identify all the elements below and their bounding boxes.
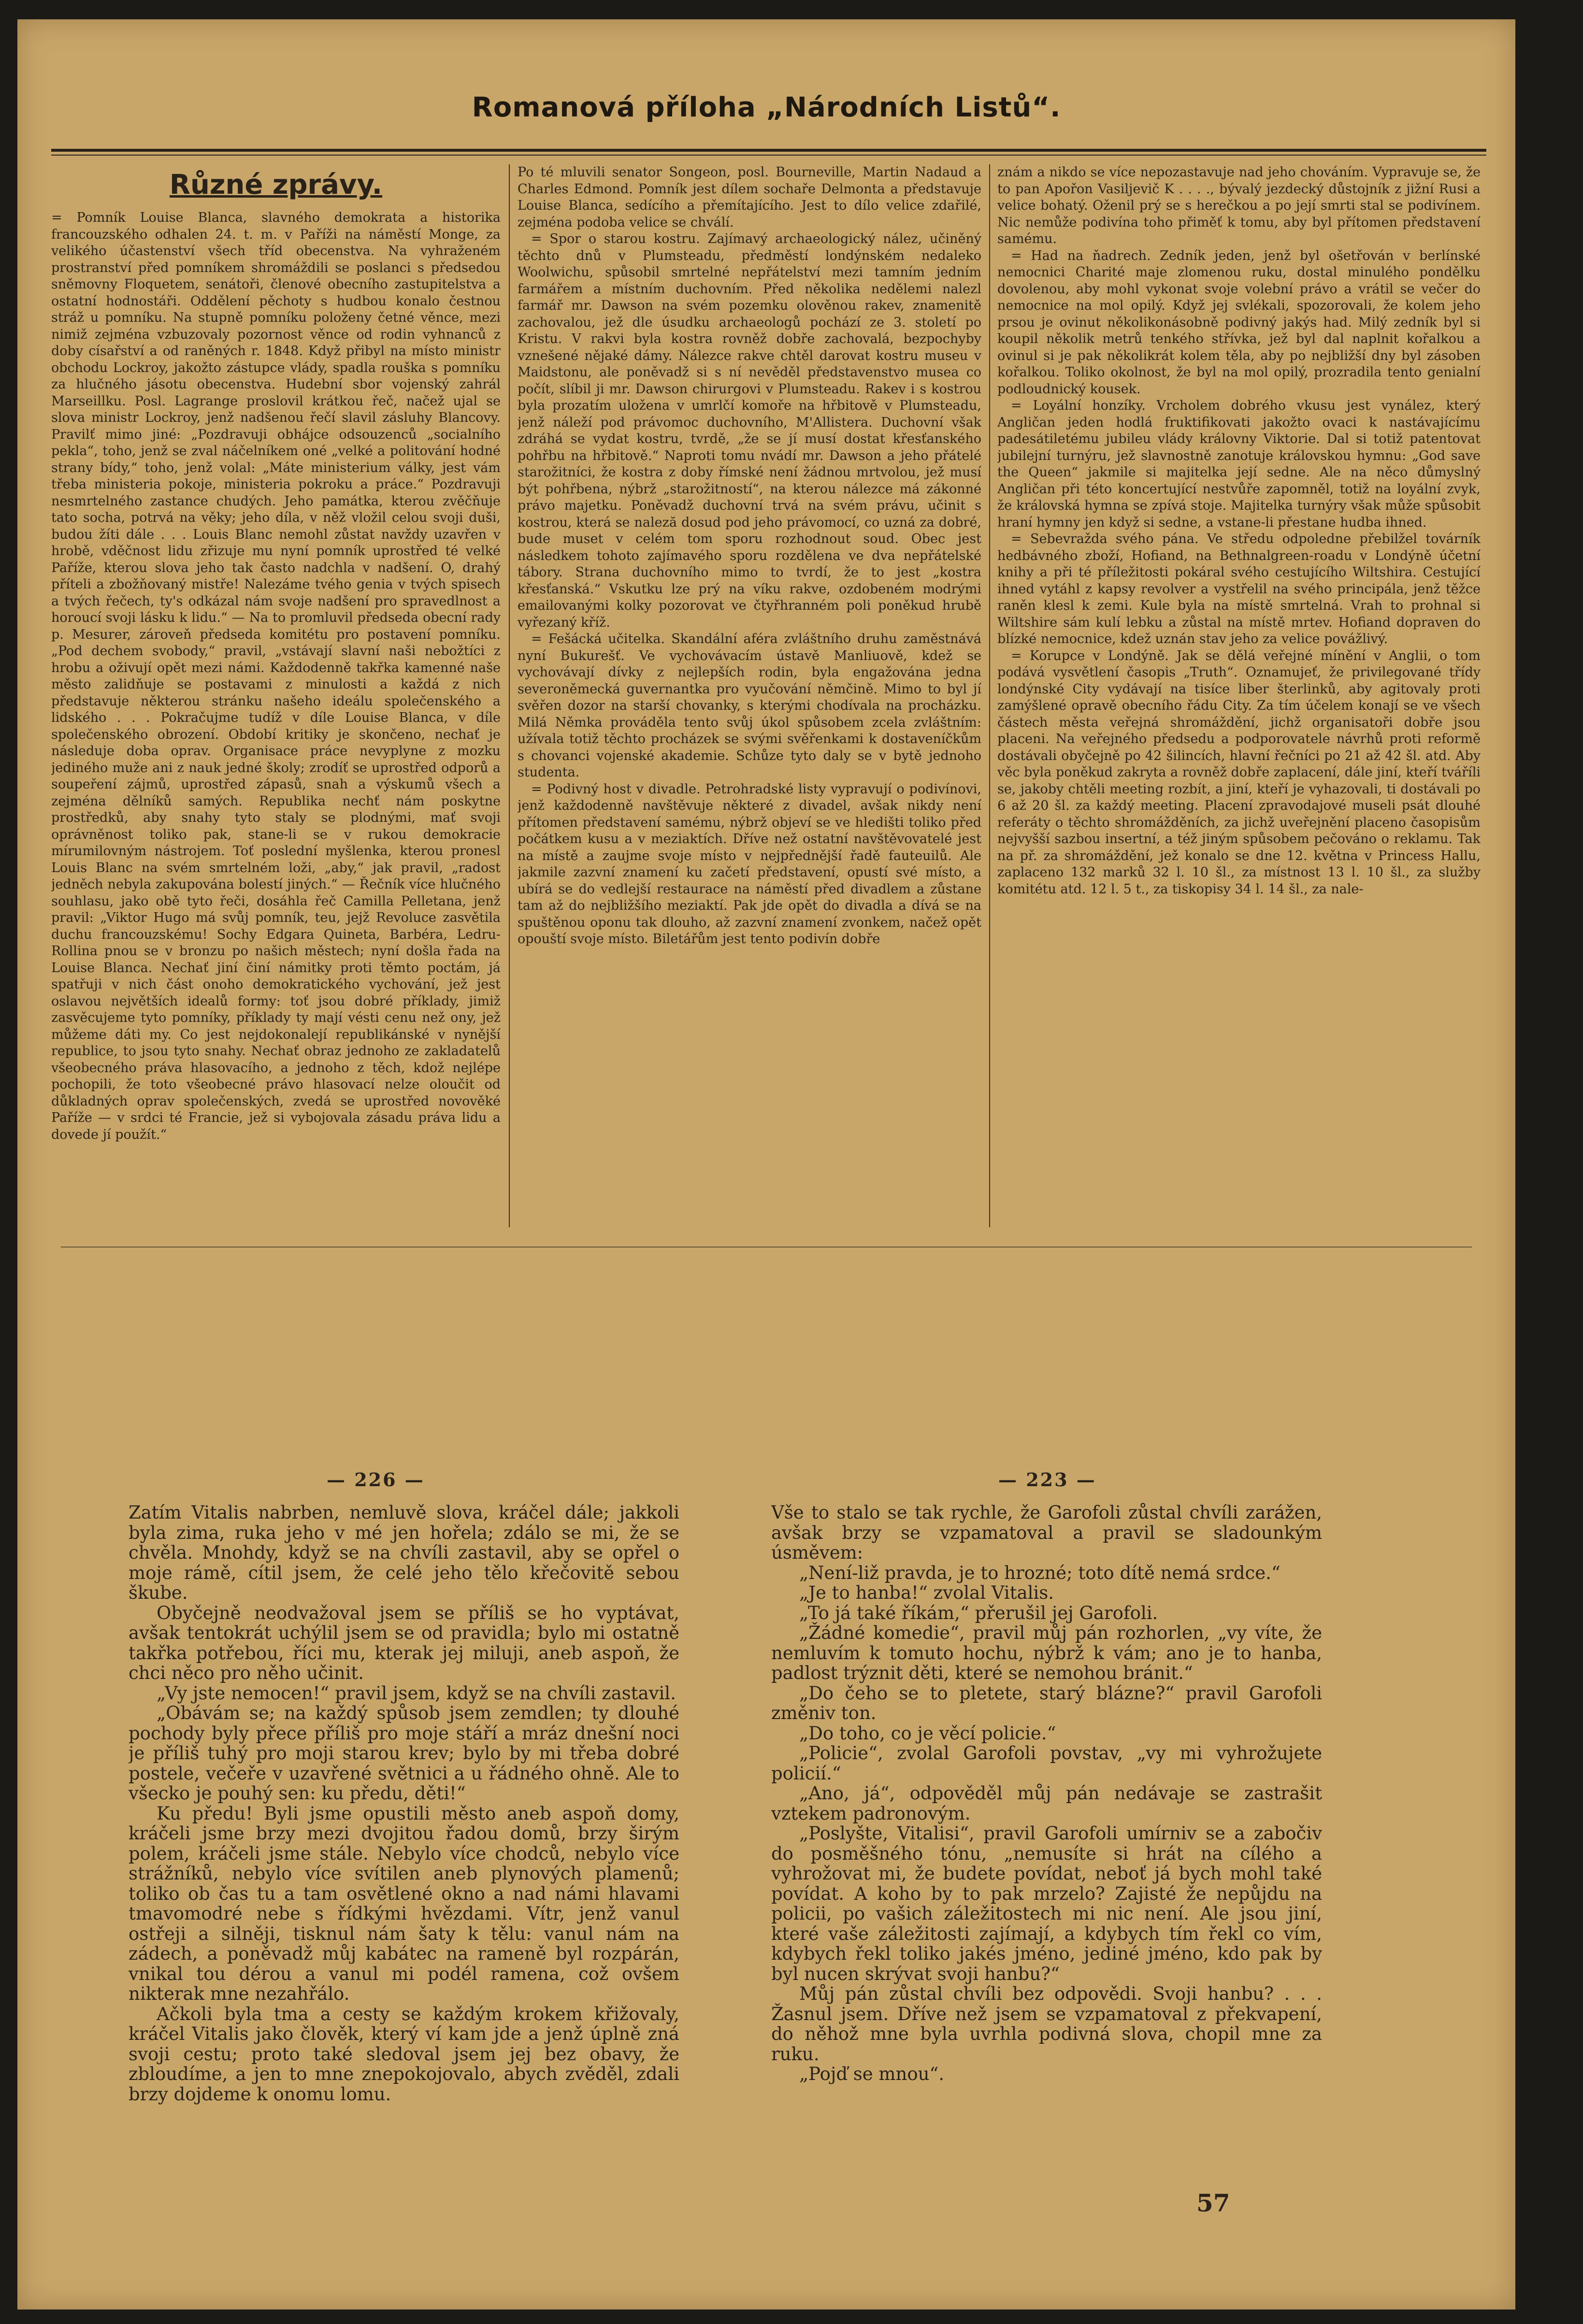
novel-left-text bbox=[129, 1503, 679, 2104]
paragraph: „Pojď se mnou“. bbox=[799, 2064, 945, 2084]
paragraph: = Spor o starou kostru. Zajímavý archaeologický nález, učiněný těchto dnů v Plumsteadu, předměstí londýnském nedaleko Woolwichu, spůsobil smrtelné nepřátelství mezi tamním jedním farmářem a místním duchovním. Před několika nedělemi nalezl farmář mr. Dawson na svém pozemku olověnou rakev, znamenitě zachovalou, jež dle úsudku archaeologů pochází ze 3. století po Kristu. V rakvi byla kostra rovněž dobře zachovalá, bezpochyby vznešené nějaké dámy. Nálezce rakve chtěl darovat kostru museu v Maidstonu, ale poněvadž si s ní nevěděl představenstvo musea co počít, slíbil ji mr. Dawson chirurgovi v Plumsteadu. Rakev i s kostrou byla prozatím uložena v umrlčí komoře na hřbitově v Plumsteadu, jenž náleží pod právomoc duchovního, M'Allistera. Duchovní však zdráhá se vydat kostru, tvrdě, „že se jí musí dostat křesťanského pohřbu na hřbitově.“ Naproti tomu nvádí mr. Dawson a jeho přátelé starožitníci, že kostra z doby římské není žádnou mrtvolou, jež musí být pohřbena, nýbrž „starožitností“, na kterou nálezce má zákonné právo majetku. Poněvadž duchovní trvá na svém právu, učinit s kostrou, která se naleză dosud pod jeho právomocí, co uzná za dobré, bude muset v celém tom sporu rozhodnout soud. Obec jest následkem tohoto zajímavého sporu rozdělena ve dva nepřátelské tábory. Strana duchovního mimo to tvrdí, že to jest „kostra křesťanská.“ Vskutku lze prý na víku rakve, ozdobeném modrými emailovanými kolky pozorovat ve čtyřhranném poli poněkud hrubě vyřezaný kříž. bbox=[518, 231, 981, 630]
paragraph: „Obávám se; na každý spůsob jsem zemdlen; ty dlouhé pochody byly přece příliš pro moje stáří a mráz dnešní noci je příliš tuhý pro moji starou krev; bylo by mi třeba dobré postele, večeře v uzavřené světnici a u řádného ohně. Ale to všecko je pouhý sen: ku předu, děti!“ bbox=[129, 1703, 679, 1804]
news-column-1 bbox=[51, 164, 501, 1227]
masthead-rule-thin bbox=[51, 155, 1486, 156]
news-column-2 bbox=[518, 164, 981, 1227]
paragraph: „Ano, já“, odpověděl můj pán nedávaje se zastrašit vztekem padronovým. bbox=[771, 1783, 1322, 1824]
paragraph: Vše to stalo se tak rychle, že Garofoli zůstal chvíli zarážen, avšak brzy se vzpamatoval a pravil se sladounkým úsměvem: bbox=[771, 1503, 1322, 1563]
masthead: Romanová příloha „Národních Listů“. bbox=[472, 92, 1061, 123]
masthead-rule-thick bbox=[51, 149, 1486, 152]
news-column-1-text bbox=[51, 210, 501, 1143]
paragraph: „Je to hanba!“ zvolal Vitalis. bbox=[799, 1582, 1054, 1603]
paragraph: Obyčejně neodvažoval jsem se příliš se ho vyptávat, avšak tentokrát uchýlil jsem se od pravidla; bylo mi ostatně takřka potřebou, říci mu, kterak jej miluji, aneb aspoň, že chci něco pro něho učinit. bbox=[129, 1602, 679, 1683]
novel-column-left bbox=[129, 1503, 679, 2252]
section-heading: Různé zprávy. bbox=[169, 169, 383, 201]
paragraph: Můj pán zůstal chvíli bez odpovědi. Svoji hanbu? . . . Žasnul jsem. Dříve než jsem se vzpamatoval z překvapení, do něhož mne byla uvrhla podivná slova, chopil mne za ruku. bbox=[771, 1983, 1322, 2065]
news-column-3 bbox=[997, 164, 1481, 1227]
corner-mark: 57 bbox=[1196, 2189, 1230, 2217]
paragraph: znám a nikdo se více nepozastavuje nad jeho chováním. Vypravuje se, že to pan Apořon Vasiljevič K . . . ., bývalý jezdecký důstojník z jižní Rusi a velice bohatý. Oženil prý se s herečkou a po její smrti stal se podivínem. Nic nemůže podivína toho přiměť k tomu, aby byl přítomen představení samému. bbox=[997, 165, 1481, 246]
paragraph: „Žádné komedie“, pravil můj pán rozhorlen, „vy víte, že nemluvím k tomuto hochu, nýbrž k vám; ano je to hanba, padlost trýznit děti, které se nemohou bránit.“ bbox=[771, 1622, 1322, 1683]
paragraph: „Vy jste nemocen!“ pravil jsem, když se na chvíli zastavil. bbox=[157, 1682, 676, 1704]
column-divider bbox=[509, 164, 510, 1227]
paragraph: Ku předu! Byli jsme opustili město aneb aspoň domy, kráčeli jsme brzy mezi dvojitou řadou domů, brzy širým polem, kráčeli jsme stále. Nebylo více chodců, nebylo více strážníků, nebylo více svítilen aneb plynových plamenů; toliko ob čas tu a tam osvětlené okno a nad námi hlavami tmavomodré nebe s řídkými hvězdami. Vítr, jenž vanul ostřeji a silněji, tisknul nám šaty k tělu: vanul nám na zádech, a poněvadž můj kabátec na rameně byl rozpárán, vnikal tou dérou a vanul mi podél ramena, což ovšem nikterak mne nezahřálo. bbox=[129, 1803, 679, 2004]
paragraph: „Do toho, co je věcí policie.“ bbox=[799, 1722, 1056, 1744]
page-number-left: — 226 — bbox=[327, 1469, 425, 1491]
paragraph: „Poslyšte, Vitalisi“, pravil Garofoli umírniv se a zabočiv do posměšného tónu, „nemusíte si hrát na cílého a vyhrožovat mi, že budete povídat, neboť já bych mohl také povídat. A koho by to pak mrzelo? Zajisté že nepůjdu na policii, po vašich záležitostech mi nic není. Ale jsou jiní, které vaše záležitosti zajímají, a kdybych tím řekl co vím, kdybych řekl toliko jakés jméno, jediné jméno, kdo pak by byl nucen skrývat svoji hanbu?“ bbox=[771, 1823, 1322, 1984]
paragraph: „To já také říkám,“ přerušil jej Garofoli. bbox=[799, 1602, 1158, 1623]
paragraph: Zatím Vitalis nabrben, nemluvě slova, kráčel dále; jakkoli byla zima, ruka jeho v mé jen hořela; zdálo se mi, že se chvěla. Mnohdy, když se na chvíli zastavil, aby se opřel o moje rámě, cítil jsem, že celé jeho tělo křečovitě sebou škube. bbox=[129, 1503, 679, 1603]
column-divider bbox=[989, 164, 990, 1227]
paragraph: = Had na ňadrech. Zedník jeden, jenž byl ošetřován v berlínské nemocnici Charité maje zlomenou ruku, dostal minulého pondělku dovolenou, aby mohl vykonat svoje volební právo a vrátil se večer do nemocnice na mol opilý. Když jej svlékali, spozorovali, že kolem jeho prsou je ovinut několikonásobně podivný jakýs had. Milý zedník byl si koupil několik metrů tenkého střívka, jež byl dal naplnit kořalkou a ovinul si je pak několikrát kolem těla, aby po nejbližší dny byl zásoben kořalkou. Toliko okolnost, že byl na mol opilý, prozradila tento genialní podloudnický kousek. bbox=[997, 248, 1481, 397]
news-column-2-text bbox=[518, 164, 981, 948]
paragraph: = Pomník Louise Blanca, slavného demokrata a historika francouzského odhalen 24. t. m. v Paříži na náměstí Monge, za velikého účastenství všech tříd obecenstva. Na vyhraženém prostranství před pomníkem shromáždili se poslanci s předsedou sněmovny Floquetem, senátoři, členové obecního zastupitelstva a ostatní hodnostáři. Oddělení pěchoty s hudbou konalo čestnou stráž u pomníku. Na stupně pomníku položeny četné věnce, mezi nimiž zejména vzbuzovaly pozornost věnce od rodin vyhnanců z doby císařství a od raněných r. 1848. Když přibyl na místo ministr obchodu Lockroy, jakožto zástupce vlády, spadla rouška s pomníku za hlučného jásotu obecenstva. Hudební sbor vojenský zahrál Marseillku. Posl. Lagrange proslovil krátkou řeč, načež ujal se slova ministr Lockroy, jenž nadšenou řečí slavil zásluhy Blancovy. Pravilť mimo jiné: „Pozdravuji obhájce odsouzenců „socialního pekla“, toho, jenž se zval náčelníkem oné „velké a politování hodné strany bídy,“ toho, jenž volal: „Máte ministerium války, jest vám třeba ministeria pokoje, ministeria pokroku a práce.“ Pozdravuji nesmrtelného zastance chudých. Jeho památka, kterou zvěčňuje tato socha, potrvá na věky; jeho díla, v něž vložil celou svoji duši, budou žíti dále . . . Louis Blanc nemohl zůstat navždy uzavřen v hrobě, vděčnost lidu zřizuje mu nyní pomník uprostřed té velké Paříže, kterou slova jeho tak často nadchla v nadšení. O, drahý příteli a zbožňovaný mistře! Nalezáme tvého genia v tvých spisech a tvých řečech, ty's odkázal nám svoje nadšení pro spravedlnost a horoucí svoji lásku k lidu.“ — Na to promluvil předseda obecní rady p. Mesurer, zároveň předseda komitétu pro postavení pomníku. „Pod dechem svobody,“ pravil, „vstávají slavní naši nebožtíci z hrobu a oživují opět mezi námi. Každodenně takřka kamenné naše město zalidňuje se postavami z minulosti a každá z nich představuje některou stránku našeho ideálu společenského a lidského . . . Pokračujme tudíž v díle Louise Blanca, v díle společenského obrození. Období kritiky je skončeno, nechať je následuje doba oprav. Organisace práce nevyplyne z mozku jediného muže ani z nauk jedné školy; zrodíť se uprostřed odporů a soupeření zájmů, uprostřed zápasů, snah a výskumů všech a zejména dělníků samých. Republika nechť nám poskytne prostředků, aby snahy tyto staly se plodnými, mať svoji oprávněnost toliko pak, stane-li se v rukou demokracie mírumilovným nástrojem. Toť poslední myšlenka, kterou pronesl Louis Blanc na svém smrtelném loži, „aby,“ jak pravil, „radost jedněch nebyla zakupována bolestí jiných.“ — Řečník více hlučného souhlasu, jako obě tyto řeči, dosáhla řeč Camilla Pelletana, jenž pravil: „Viktor Hugo má svůj pomník, teu, jejž Revoluce zasvětila duchu francouzskému! Sochy Edgara Quineta, Barbéra, Ledru-Rollina pnou se v bronzu po našich městech; nyní došla řada na Louise Blanca. Nechať jiní činí námitky proti těmto poctám, já spatřuji v nich část onoho demokratického vychování, jež jest oslavou největších idealů formy: toť jsou dobré příklady, jimiž zasvěcujeme tyto pomníky, příklady ty mají vésti cenu než ony, jež můžeme dáti my. Co jest nejdokonalejí republikánské v nynější republice, to jsou tyto snahy. Nechať obraz jednoho ze zakladatelů všeobecného práva hlasovacího, a jednoho z těch, kdož nejlépe pochopili, že toto všeobecné právo hlasovací nelze oloučit od důkladných oprav společenských, zvedá se uprostřed novověké Paříže — v srdci té Francie, jež si vybojovala zásadu práva lidu a dovede jí použít.“ bbox=[51, 210, 501, 1142]
page-number-right: — 223 — bbox=[998, 1469, 1096, 1491]
section-divider bbox=[61, 1247, 1472, 1248]
paragraph: = Korupce v Londýně. Jak se dělá veřejné mínění v Anglii, o tom podává vysvětlení časopis „Truth“. Oznamujeť, že privilegované třídy londýnské City vydávají na tisíce liber šterlinků, aby agitovaly proti zamýšlené opravě obecního řádu City. Za tím účelem konají se ve všech částech města veřejná shromáždění, jichž organisatoři dobře jsou placeni. Na veřejného předsedu a podporovatele návrhů proti reformě dostávali obyčejně po 42 šilincích, hlavní řečníci po 21 až 42 šl. atd. Aby věc byla poněkud zakryta a rovněž dobře zaplacení, dále jiní, kteří tváříli se, jakoby chtěli meeting rozbít, a jiní, kteří je vyhazovali, ti dostávali po 6 až 20 šl. za každý meeting. Placení zpravodajové museli psát dlouhé referáty o těchto shromážděních, za jichž uveřejnění placeno časopisům nejvyšší sazbou insertní, a též jiným spůsobem pečováno o reklamu. Tak na př. za shromáždění, jež konalo se dne 12. května v Princess Hallu, zaplaceno 132 marků 32 l. 10 šl., za místnost 13 l. 10 šl., za služby komitétu atd. 12 l. 5 t., za tiskopisy 34 l. 14 šl., za nale- bbox=[997, 648, 1481, 897]
paragraph: = Sebevražda svého pána. Ve středu odpoledne přebilžel továrník hedbávného zboží, Hofiand, na Bethnalgreen-roadu v Londýně účetní knihy a při té příležitosti pokáral svého cestujícího Wiltshira. Cestující ihned vytáhl z kapsy revolver a vystřelil na svého principála, jenž těžce raněn klesl k zemi. Kule byla na místě smrtelná. Vrah to prohnal si Wiltshire sám kulí lebku a zůstal na místě mrtev. Hofiand dopraven do blízké nemocnice, kdež uznán stav jeho za velice povážlivý. bbox=[997, 531, 1481, 646]
paragraph: „Do čeho se to pletete, starý blázne?“ pravil Garofoli změniv ton. bbox=[771, 1682, 1322, 1723]
paragraph: Po té mluvili senator Songeon, posl. Bourneville, Martin Nadaud a Charles Edmond. Pomník jest dílem sochaře Delmonta a představuje Louise Blanca, sedícího a přemítajícího. Jest to dílo velice zdařilé, zejména podoba velice se chválí. bbox=[518, 165, 981, 230]
novel-right-text bbox=[771, 1503, 1322, 2084]
paragraph: Ačkoli byla tma a cesty se každým krokem křižovaly, kráčel Vitalis jako člověk, který ví kam jde a jenž úplně zná svoji cestu; proto také sledoval jsem jej bez obavy, že zbloudíme, a jen to mne znepokojovalo, abych zvěděl, zdali brzy dojdeme k onomu lomu. bbox=[129, 2003, 679, 2105]
news-column-3-text bbox=[997, 164, 1481, 898]
paragraph: = Podivný host v divadle. Petrohradské listy vypravují o podivínovi, jenž každodenně navštěvuje některé z divadel, avšak nikdy není přítomen představení samému, nýbrž objeví se ve hledišti toliko před počátkem kusu a v meziaktích. Dříve než ostatní navštěvovatelé jest na místě a zaujme svoje místo v nejpřednější řadě fauteuilů. Ale jakmile zazvní znamení ku začetí představení, opustí své místo, a ubírá se do vedlejší restaurace na náměstí před divadlem a zůstane tam až do nejbližšího meziaktí. Pak jde opět do divadla a dívá se na spuštěnou oponu tak dlouho, až zazvní znamení zvonkem, načež opět opouští svoje místo. Biletářům jest tento podivín dobře bbox=[518, 781, 981, 947]
paragraph: = Loyální honzíky. Vrcholem dobrého vkusu jest vynález, který Angličan jeden hodlá fruktifikovati jakožto ovaci k nastávajícímu padesátiletému jubileu vlády královny Viktorie. Dal si totiž patentovat jubilejní turnýru, jež slavnostně zanotuje královskou hymnu: „God save the Queen“ jakmile si majitelka její sedne. Ale na něco důmyslný Angličan při této koncertující nestvůře zapomněl, totiž na loyální zvyk, že královská hymna se zpívá stoje. Majitelka turnýry však může spůsobit hraní hymny jen když si sedne, a vstane-li přestane hudba ihned. bbox=[997, 398, 1481, 530]
novel-column-right bbox=[771, 1503, 1322, 2252]
newspaper-page bbox=[17, 19, 1515, 2310]
paragraph: „Policie“, zvolal Garofoli povstav, „vy mi vyhrožujete policií.“ bbox=[771, 1743, 1322, 1784]
paragraph: „Není-liž pravda, je to hrozné; toto dítě nemá srdce.“ bbox=[799, 1562, 1281, 1583]
paragraph: = Fešácká učitelka. Skandální aféra zvláštního druhu zaměstnává nyní Bukurešť. Ve vychovávacím ústavě Manliuově, kdež se vychovávají dívky z nejlepších rodin, byla engažována jedna severoněmecká guvernantka pro vyučování němčině. Mimo to byl jí svěřen dozor na starší chovanky, s kterými chodívala na procházku. Milá Němka prováděla tento svůj úkol spůsobem zcela zvláštním: užívala totiž těchto procházek se svými svěřenkami k dostaveníčkům s chovanci vojenské akademie. Schůze tyto daly se v bytě jednoho studenta. bbox=[518, 631, 981, 780]
